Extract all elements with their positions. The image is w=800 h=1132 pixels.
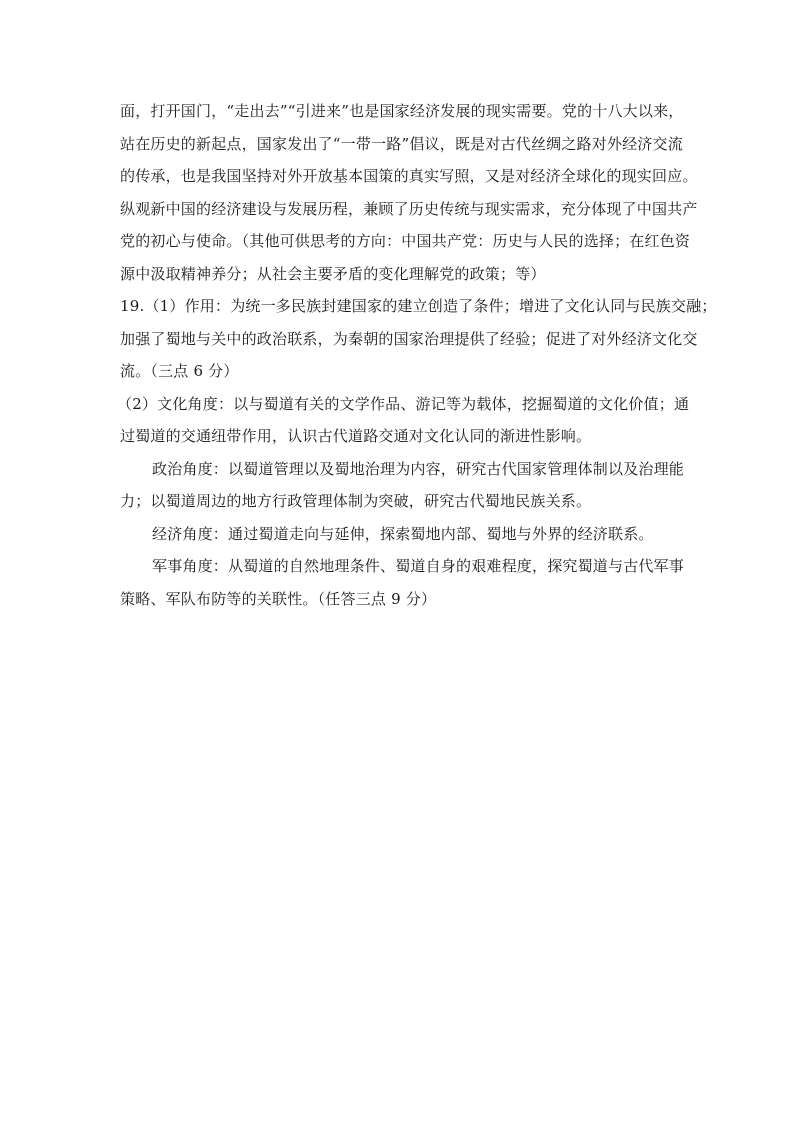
- text-line: 党的初心与使命。（其他可供思考的方向：中国共产党：历史与人民的选择；在红色资: [120, 232, 691, 250]
- text-line: 站在历史的新起点，国家发出了“一带一路”倡议，既是对古代丝绸之路对外经济交流: [120, 135, 683, 153]
- text-line: 纵观新中国的经济建设与发展历程，兼顾了历史传统与现实需求，充分体现了中国共产: [120, 200, 698, 218]
- question-19-part1-line: 流。（三点 6 分）: [120, 362, 239, 380]
- military-angle-line: 军事角度：从蜀道的自然地理条件、蜀道自身的艰难程度，探究蜀道与古代军事: [152, 557, 685, 575]
- text-line: 面，打开国门，“走出去”“引进来”也是国家经济发展的现实需要。党的十八大以来，: [120, 102, 684, 120]
- military-angle-line: 策略、军队布防等的关联性。（任答三点 9 分）: [120, 590, 437, 608]
- question-19-part2-culture-line: 过蜀道的交通纽带作用，认识古代道路交通对文化认同的渐进性影响。: [120, 427, 592, 445]
- economy-angle-line: 经济角度：通过蜀道走向与延伸，探索蜀地内部、蜀地与外界的经济联系。: [152, 525, 654, 543]
- politics-angle-line: 力；以蜀道周边的地方行政管理体制为突破，研究古代蜀地民族关系。: [120, 492, 592, 510]
- question-19-part1-line: 加强了蜀地与关中的政治联系，为秦朝的国家治理提供了经验；促进了对外经济文化交: [120, 330, 698, 348]
- text-line: 的传承，也是我国坚持对外开放基本国策的真实写照，又是对经济全球化的现实回应。: [120, 167, 698, 185]
- question-19-part2-culture-line: （2）文化角度：以与蜀道有关的文学作品、游记等为载体，挖掘蜀道的文化价值；通: [117, 395, 690, 413]
- question-19-part1-line: 19.（1）作用：为统一多民族封建国家的建立创造了条件；增进了文化认同与民族交融；: [120, 297, 717, 315]
- text-line: 源中汲取精神养分；从社会主要矛盾的变化理解党的政策；等）: [120, 265, 546, 283]
- politics-angle-line: 政治角度：以蜀道管理以及蜀地治理为内容，研究古代国家管理体制以及治理能: [152, 460, 685, 478]
